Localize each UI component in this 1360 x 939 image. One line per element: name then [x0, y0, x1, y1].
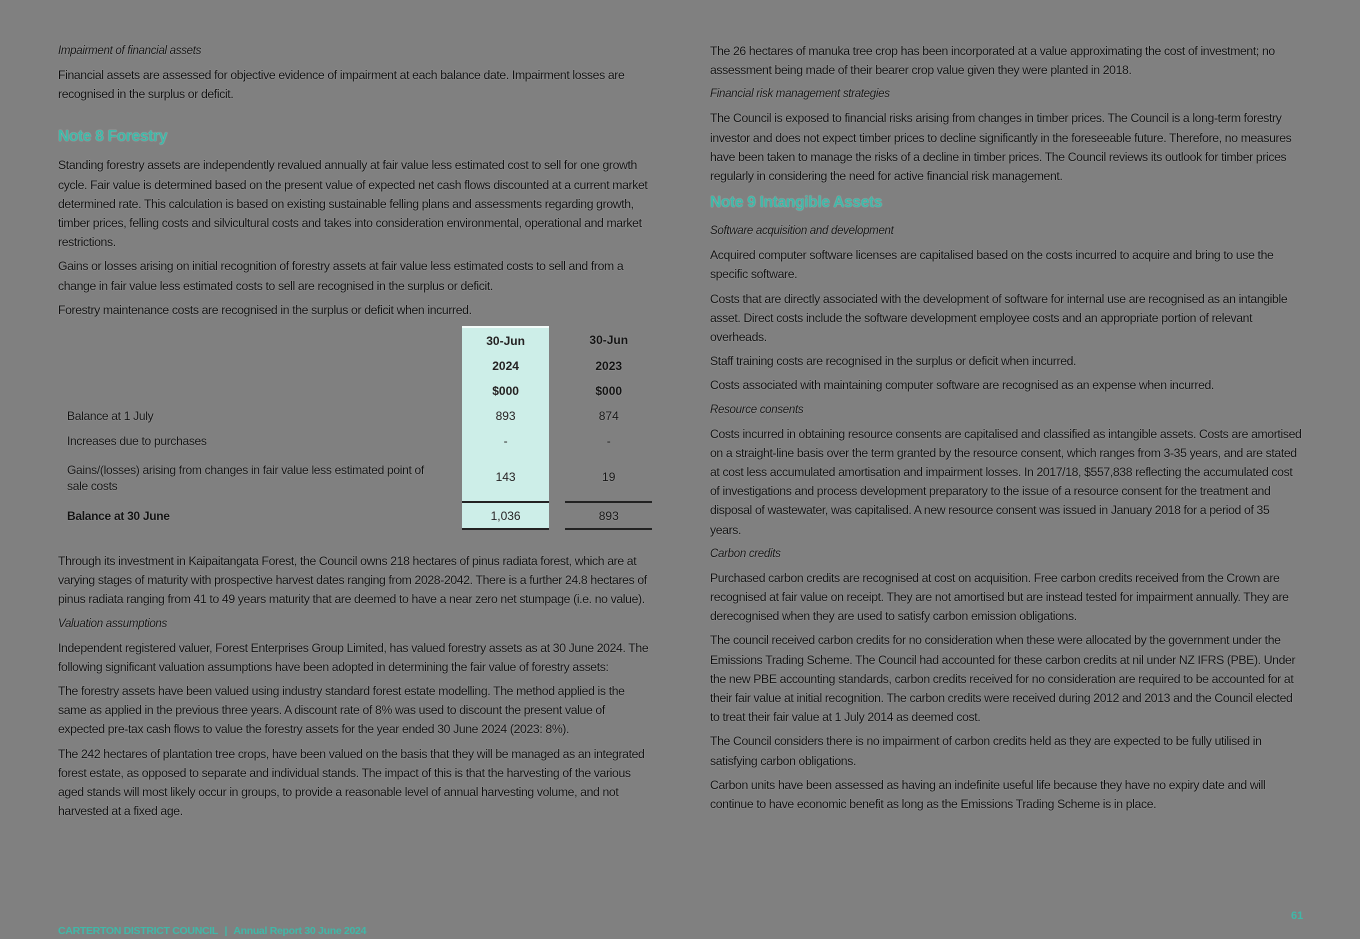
software-paragraph-3: Staff training costs are recognised in the surplus or deficit when incurred.: [710, 354, 1077, 369]
header-2023-year: 2023: [595, 358, 623, 373]
footer-separator: |: [224, 925, 228, 937]
resource-paragraph: Costs incurred in obtaining resource consents are capitalised and classified as intangible assets. Costs are amortised on a straight-line basis over the term granted by the resource consent, which ranges from 3-35 years, and are stated at cost less accumulated amortisation and impairment losses. In 2017/18, $557,838 reflecting the accumulated cost of investigations and process development preparatory to the issue of a resource consent for the treatment and disposal of wastewater, was capitalised. A new resource consent was issued in January 2018 for a period of 35 years.: [710, 426, 1302, 537]
value-2023: 874: [598, 408, 619, 423]
carbon-heading: Carbon credits: [710, 547, 781, 560]
value-2024: -: [462, 428, 549, 453]
table-header-row: [58, 327, 652, 353]
carbon-paragraph-2: The council received carbon credits for no consideration when these were allocated by the government under the Emissions Trading Scheme. The Council had accounted for these carbon credits at nil under NZ IFRS (PBE). Under the new PBE accounting standards, carbon credits received for no consideration are required to be accounted for at their fair value at initial recognition. The carbon credits were received during 2012 and 2013 and the Council elected to treat their fair value at 1 July 2014 as deemed cost.: [710, 633, 1296, 725]
value-2023: -: [606, 433, 611, 448]
note-9-title: Note 9 Intangible Assets: [710, 194, 883, 212]
carbon-paragraph-1: Purchased carbon credits are recognised at cost on acquisition. Free carbon credits received from the Crown are recognised at fair value on receipt. They are not amortised but are instead tested for impairment annually. They are derecognised when they are used to satisfy carbon emission obligations.: [710, 570, 1289, 624]
software-paragraph-4: Costs associated with maintaining computer software are recognised as an expense when incurred.: [710, 378, 1214, 393]
impairment-heading: Impairment of financial assets: [58, 45, 202, 57]
table-header-row: [58, 353, 652, 378]
value-2023: 19: [602, 470, 616, 485]
carbon-paragraph-4: Carbon units have been assessed as having an indefinite useful life because they have no expiry date and will continue to have economic benefit as long as the Emissions Trading Scheme is in place.: [710, 777, 1266, 812]
value-2024: 143: [462, 453, 549, 502]
forestry-paragraph-1: Standing forestry assets are independently revalued annually at fair value less estimated cost to sell for one growth cycle. Fair value is determined based on the present value of expected net cash flows discounted at a current market determined rate. This calculation is based on existing sustainable felling plans and assessments regarding growth, timber prices, felling costs and silvicultural costs and takes into consideration environmental, operational and market restrictions.: [58, 158, 648, 250]
header-2023-date: 30-Jun: [589, 333, 629, 348]
value-2024: 893: [462, 403, 549, 428]
header-2024-date: 30-Jun: [462, 327, 549, 353]
total-2024: 1,036: [462, 502, 549, 529]
forestry-paragraph-2: Gains or losses arising on initial recognition of forestry assets at fair value less estimated costs to sell and from a change in fair value less estimated costs to sell are recognised in the surplus or deficit.: [58, 259, 624, 293]
table-total-row: [58, 502, 652, 529]
valuation-heading: Valuation assumptions: [58, 617, 167, 630]
risk-heading: Financial risk management strategies: [710, 88, 890, 101]
left-column: [58, 42, 650, 826]
software-heading: Software acquisition and development: [710, 225, 894, 238]
footer-report: Annual Report 30 June 2024: [233, 925, 367, 937]
software-paragraph-2: Costs that are directly associated with the development of software for internal use are recognised as an intangible asset. Direct costs include the software development employee costs and an appropriate portion of relevant overheads.: [710, 291, 1288, 345]
forestry-table: [58, 326, 652, 530]
header-2024-unit: $000: [462, 378, 549, 403]
page-footer: [58, 925, 366, 937]
page-number: 61: [1291, 910, 1304, 922]
forestry-paragraph-3: Forestry maintenance costs are recognised in the surplus or deficit when incurred.: [58, 302, 472, 317]
note-8-title: Note 8 Forestry: [58, 128, 168, 146]
right-column: [710, 42, 1302, 819]
table-header-row: [58, 378, 652, 403]
software-paragraph-1: Acquired computer software licenses are capitalised based on the costs incurred to acquire and bring to use the specific software.: [710, 248, 1274, 282]
table-row: [58, 403, 652, 428]
row-label: Increases due to purchases: [67, 433, 207, 448]
table-row: [58, 453, 652, 502]
header-2024-year: 2024: [462, 353, 549, 378]
footer-org: CARTERTON DISTRICT COUNCIL: [58, 925, 218, 937]
forestry-paragraph-6: The forestry assets have been valued using industry standard forest estate modelling. The method applied is the same as applied in the previous three years. A discount rate of 8% was used to discount the present value of expected pre-tax cash flows to value the forestry assets for the year ended 30 June 2024 (2023: 8%).: [58, 684, 625, 737]
resource-heading: Resource consents: [710, 403, 804, 416]
forestry-paragraph-7: The 242 hectares of plantation tree crops, have been valued on the basis that they will be managed as an integrated forest estate, as opposed to separate and individual stands. The impact of this is that the harvesting of the various aged stands will most likely occur in groups, to provide a reasonable level of annual harvesting volume, and not harvested at a fixed age.: [58, 746, 645, 819]
total-2023: 893: [565, 502, 652, 529]
total-label: Balance at 30 June: [67, 508, 170, 523]
manuka-paragraph: The 26 hectares of manuka tree crop has been incorporated at a value approximating the cost of investment; no assessment being made of their bearer crop value given they were planted in 2018.: [710, 44, 1275, 78]
table-row: [58, 428, 652, 453]
row-label: Balance at 1 July: [67, 408, 154, 423]
impairment-paragraph: Financial assets are assessed for objective evidence of impairment at each balance date. Impairment losses are recognised in the surplus or deficit.: [58, 68, 625, 102]
forestry-paragraph-4: Through its investment in Kaipaitangata Forest, the Council owns 218 hectares of pinus radiata forest, which are at varying stages of maturity with prospective harvest dates ranging from 2028-2042. There is a further 24.8 hectares of pinus radiata ranging from 41 to 49 years maturity that are deemed to have a near zero net stumpage (i.e. no value).: [58, 554, 647, 607]
forestry-paragraph-5: Independent registered valuer, Forest Enterprises Group Limited, has valued forestry assets as at 30 June 2024. The following significant valuation assumptions have been adopted in determining the fair value of forestry assets:: [58, 640, 649, 674]
header-2023-unit: $000: [595, 383, 623, 398]
carbon-paragraph-3: The Council considers there is no impairment of carbon credits held as they are expected to be fully utilised in satisfying carbon obligations.: [710, 734, 1262, 768]
risk-paragraph: The Council is exposed to financial risks arising from changes in timber prices. The Council is a long-term forestry investor and does not expect timber prices to decline significantly in the foreseeable future. Therefore, no measures have been taken to manage the risks of a decline in timber prices. The Council reviews its outlook for timber prices regularly in considering the need for active financial risk management.: [710, 111, 1292, 184]
row-label: Gains/(losses) arising from changes in fair value less estimated point of sale costs: [67, 462, 424, 493]
